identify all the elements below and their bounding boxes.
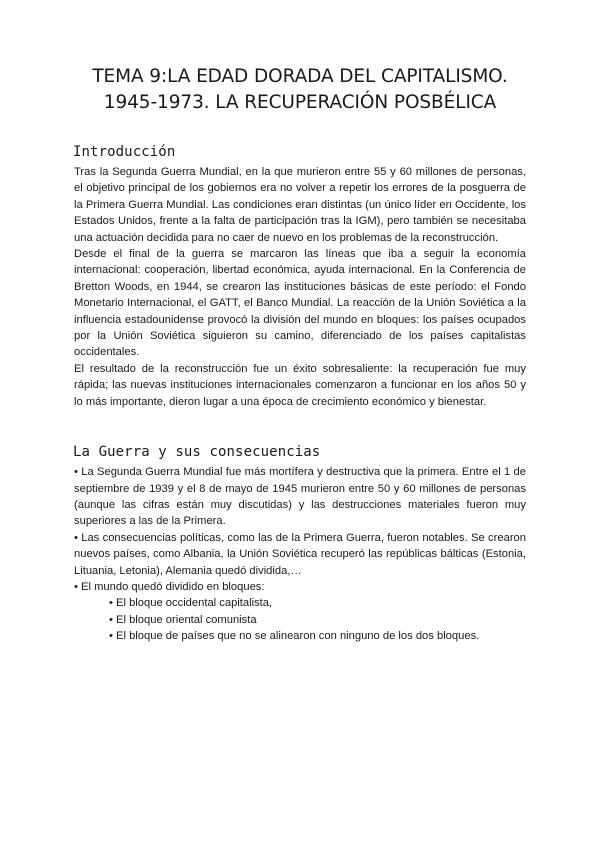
title-line-2: 1945-1973. LA RECUPERACIÓN POSBÉLICA — [103, 92, 497, 113]
guerra-section — [74, 442, 526, 644]
intro-paragraph: Desde el final de la guerra se marcaron las líneas que iba a seguir la economía internacional: cooperación, libertad económica, ayuda internacional. En la Conferencia de Bretton Woods, en 1944, se crearon las instituciones básicas de este período: el Fondo Monetario Internacional, el GATT, el Banco Mundial. La reacción de la Unión Soviética a la influencia estadounidense provocó la división del mundo en bloques: los países ocupados por la Unión Soviética siguieron su camino, diferenciado de los países capitalistas occidentales. — [74, 248, 526, 359]
sub-list-item: • El bloque occidental capitalista, — [109, 597, 273, 610]
intro-section — [74, 142, 526, 410]
bloques-sub-list — [74, 595, 526, 644]
list-item: • El mundo quedó dividido en bloques: — [74, 580, 265, 593]
sub-list-item: • El bloque de países que no se alinearon con ninguno de los dos bloques. — [109, 630, 480, 643]
intro-paragraph: Tras la Segunda Guerra Mundial, en la que murieron entre 55 y 60 millones de personas, el objetivo principal de los gobiernos era no volver a repetir los errores de la posguerra de la Primera Guerra Mundial. Las condiciones eran distintas (un único líder en Occidente, los Estados Unidos, frente a la falta de participación tras la IGM), pero también se necesitaba una actuación decidida para no caer de nuevo en los problemas de la reconstrucción. — [74, 166, 526, 244]
guerra-heading: La Guerra y sus consecuencias — [73, 444, 321, 461]
intro-paragraph: El resultado de la reconstrucción fue un éxito sobresaliente: la recuperación fue muy rápida; las nuevas instituciones internacionales comenzaron a funcionar en los años 50 y lo más importante, dieron lugar a una época de crecimiento económico y bienestar. — [74, 362, 526, 408]
intro-heading: Introducción — [73, 144, 176, 160]
list-item: • Las consecuencias políticas, como las de la Primera Guerra, fueron notables. Se crearon nuevos países, como Albania, la Unión Soviética recuperó las repúblicas bálticas (Estonia, Lituania, Letonia), Alemania quedó dividida,… — [74, 531, 526, 577]
list-item: • La Segunda Guerra Mundial fue más mortífera y destructiva que la primera. Entre el 1 de septiembre de 1939 y el 8 de mayo de 1945 murieron entre 50 y 60 millones de personas (aunque las cifras están muy discutidas) y las destrucciones materiales fueron muy superiores a las de la Primera. — [74, 466, 526, 528]
sub-list-item: • El bloque oriental comunista — [109, 613, 257, 626]
title-line-1: TEMA 9:LA EDAD DORADA DEL CAPITALISMO. — [92, 66, 508, 87]
section-spacer — [74, 410, 526, 442]
guerra-bullet-list — [74, 464, 526, 595]
document-title — [74, 64, 526, 116]
